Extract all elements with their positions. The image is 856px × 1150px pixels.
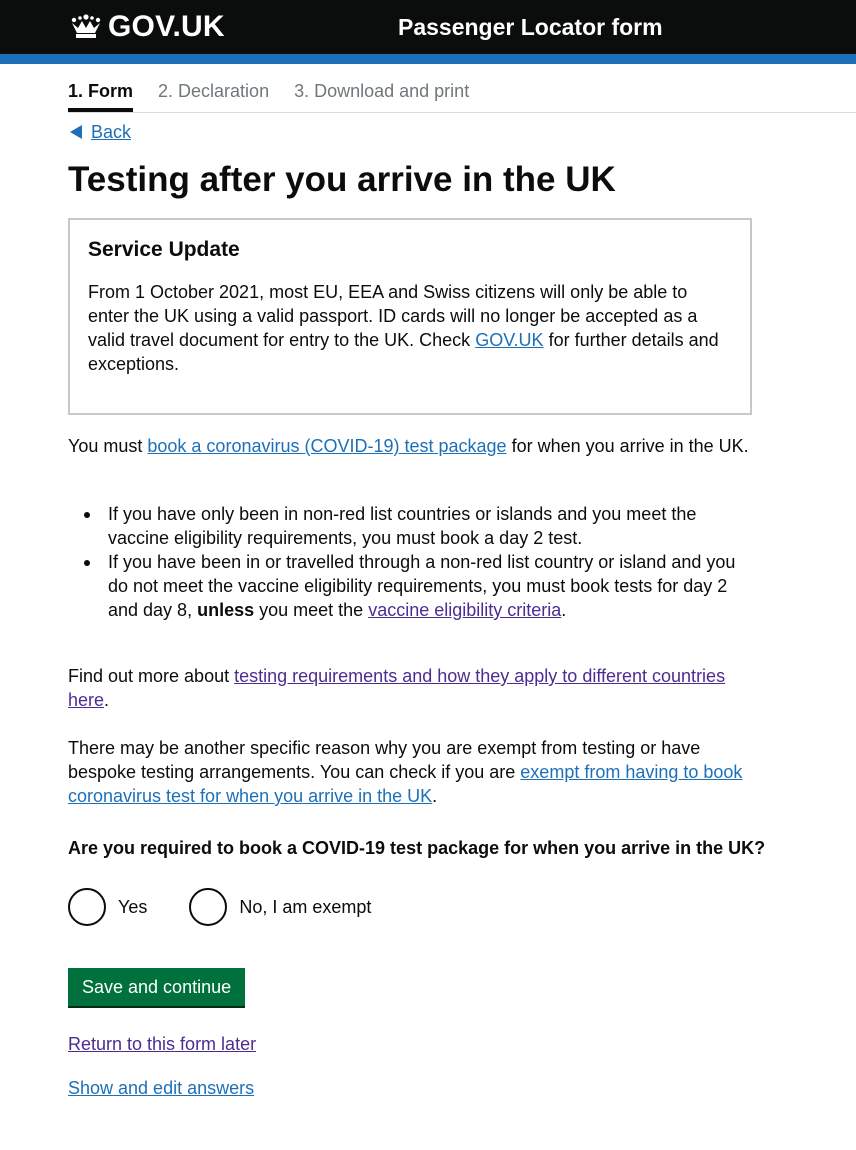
list-item-text-start: If you have been in or travelled through a non-red list country or island and you do not meet the vaccine eligibility requirements, you must book tests for day 2 and day 8, xyxy=(108,552,736,620)
radio-yes-label[interactable]: Yes xyxy=(118,897,148,917)
triangle-left-icon xyxy=(70,125,82,139)
list-item xyxy=(108,550,758,622)
page-title: Testing after you arrive in the UK xyxy=(68,160,616,199)
exempt-info-text-end: . xyxy=(432,786,438,806)
exempt-info-paragraph xyxy=(68,736,758,808)
govuk-logo[interactable] xyxy=(68,10,225,44)
step-form: 1. Form xyxy=(68,78,133,113)
must-book-paragraph xyxy=(68,434,768,458)
service-update-text-start: From 1 October 2021, most EU, EEA and Swiss citizens will only be able to enter the UK using a valid passport. ID cards will no longer be accepted as a valid travel document for entry to the UK. Check xyxy=(88,282,698,350)
govuk-link[interactable]: GOV.UK xyxy=(475,330,544,350)
find-out-more-text-end: . xyxy=(104,690,110,710)
header-accent-bar xyxy=(0,54,856,64)
list-item-text-end: . xyxy=(561,600,567,620)
service-update-text xyxy=(88,280,732,376)
service-name[interactable]: Passenger Locator form xyxy=(398,14,663,40)
radio-yes-input[interactable] xyxy=(68,888,106,926)
must-book-text-start: You must xyxy=(68,436,148,456)
testing-requirements-link[interactable]: testing requirements and how they apply to different countries here xyxy=(68,666,726,710)
save-and-continue-button[interactable]: Save and continue xyxy=(68,968,245,1006)
list-item-text-middle: you meet the xyxy=(254,600,369,620)
logo-text: GOV.UK xyxy=(108,10,225,43)
test-package-radio-group xyxy=(68,888,413,926)
show-edit-answers-link[interactable]: Show and edit answers xyxy=(68,1078,255,1098)
step-download-print: 3. Download and print xyxy=(294,81,470,101)
radio-no-exempt[interactable] xyxy=(189,888,371,926)
step-declaration: 2. Declaration xyxy=(158,81,270,101)
return-later-link[interactable]: Return to this form later xyxy=(68,1034,257,1054)
radio-yes[interactable] xyxy=(68,888,147,926)
must-book-text-end: for when you arrive in the UK. xyxy=(506,436,749,456)
find-out-more-text-start: Find out more about xyxy=(68,666,235,686)
service-update-panel xyxy=(68,218,752,415)
service-update-heading: Service Update xyxy=(88,238,240,261)
service-update-text-end: for further details and exceptions. xyxy=(88,330,719,374)
radio-no-exempt-label[interactable]: No, I am exempt xyxy=(239,897,372,917)
unless-emphasis: unless xyxy=(197,600,255,620)
list-item: If you have only been in non-red list countries or islands and you meet the vaccine eligibility requirements, you must book a day 2 test. xyxy=(108,502,758,550)
testing-rules-list xyxy=(108,502,758,622)
crown-icon xyxy=(68,13,104,41)
radio-no-exempt-input[interactable] xyxy=(189,888,227,926)
progress-steps xyxy=(68,78,494,113)
back-link[interactable] xyxy=(70,120,131,144)
steps-divider xyxy=(68,112,856,113)
back-link-label: Back xyxy=(91,122,132,142)
find-out-more-paragraph xyxy=(68,664,758,712)
book-test-package-link[interactable]: book a coronavirus (COVID-19) test package xyxy=(147,436,507,456)
vaccine-eligibility-link[interactable]: vaccine eligibility criteria xyxy=(368,600,562,620)
test-package-question: Are you required to book a COVID-19 test package for when you arrive in the UK? xyxy=(68,838,766,858)
exempt-info-text-start: There may be another specific reason why you are exempt from testing or have bespoke testing arrangements. You can check if you are xyxy=(68,738,701,782)
exempt-from-booking-link[interactable]: exempt from having to book coronavirus test for when you arrive in the UK xyxy=(68,762,743,806)
